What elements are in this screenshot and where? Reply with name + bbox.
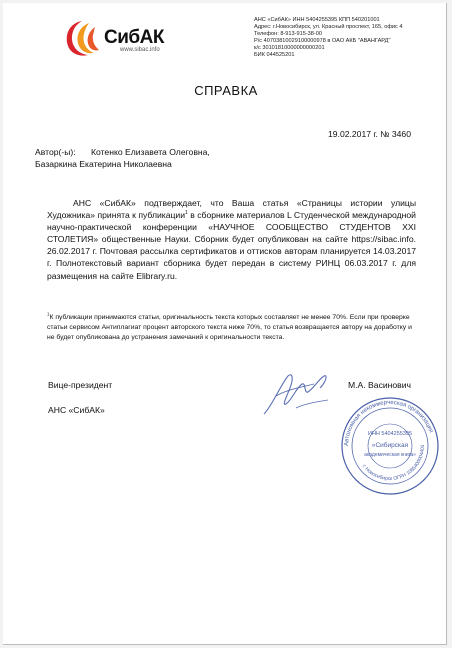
- requisites-line: Телефон: 8-913-915-38-00: [254, 31, 322, 38]
- svg-text:г. Новосибирск ОГРН 1085400004: г. Новосибирск ОГРН 1085400004401: [360, 444, 427, 483]
- authors-block: [35, 146, 210, 170]
- requisites-line: Р/с 40703810029100000978 в ОАО АКБ "АВАНГАРД": [254, 38, 391, 45]
- logo-url: www.sibac.info: [120, 47, 160, 53]
- svg-text:Автономная некоммерческая орга: Автономная некоммерческая организация: [343, 399, 434, 447]
- author-name: Котенко Елизавета Олеговна,: [91, 147, 210, 157]
- confirmation-paragraph: [47, 197, 416, 282]
- requisites-line: Адрес: г.Новосибирск, ул. Красный проспект, 165, офис 4: [254, 24, 403, 31]
- requisites-line: АНС «СибАК» ИНН 5404255395 КПП 540201001: [254, 17, 380, 23]
- signer-name: М.А. Васинович: [348, 380, 412, 390]
- requisites-line: к/с 30101810000000000201: [254, 45, 325, 52]
- signer-organization: АНС «СибАК»: [48, 405, 105, 415]
- date-and-number: 19.02.2017 г. № 3460: [328, 129, 411, 139]
- footnote-marker: 1: [185, 210, 188, 217]
- document-title: СПРАВКА: [194, 83, 258, 98]
- footnote-text: К публикации принимаются статьи, оригинальность текста которых составляет не менее 70%. Если при проверке статьи сервисом Антиплагиат процент авторского текста ниже 70%, то статья возвращается автору на доработку и не будет опубликована до устранения замечаний к оригинальности текста.: [47, 314, 412, 341]
- authors-label: Автор(-ы):: [35, 147, 76, 157]
- author-name: Базаркина Екатерина Николаевна: [35, 159, 172, 169]
- svg-text:«Сибирская: «Сибирская: [371, 442, 409, 449]
- footnote-number: 1: [47, 311, 50, 317]
- body-text-part2: в сборнике материалов L Студенческой международной научно-практической конференции «НАУЧНОЕ СООБЩЕСТВО СТУДЕНТОВ XXI СТОЛЕТИЯ» общественные Науки. Сборник будет опубликован на сайте https://sibac.info. 26.02.2017 г. Почтовая рассылка сертификатов и оттисков авторам планируется 14.03.2017 г. Полнотекстовый вариант сборника будет передан в систему РИНЦ 06.03.2017 г. для размещения на сайте Elibrary.ru.: [47, 210, 416, 281]
- signer-position: Вице-президент: [48, 380, 113, 390]
- handwritten-signature-icon: [258, 366, 334, 422]
- svg-text:академическая книга»: академическая книга»: [364, 452, 416, 458]
- organization-stamp-icon: [340, 395, 440, 497]
- requisites-line: БИК 044525201: [254, 52, 295, 59]
- body-text-part1: АНС «СибАК» подтверждает, что Ваша статья «Страницы истории улицы Художника» принята к публикации: [47, 198, 416, 221]
- requisites-block: [254, 17, 439, 60]
- logo-wordmark: СибАК: [104, 27, 164, 48]
- svg-text:ИНН 5404255395: ИНН 5404255395: [367, 431, 413, 437]
- footnote: [47, 313, 416, 342]
